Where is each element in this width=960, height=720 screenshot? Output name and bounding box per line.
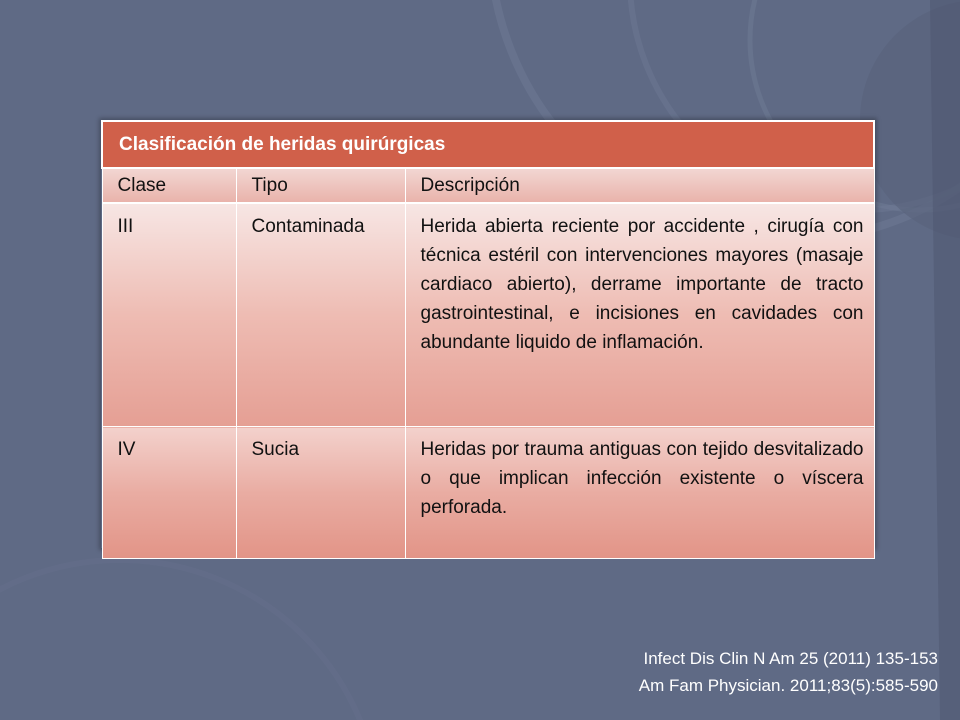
citation-line: Infect Dis Clin N Am 25 (2011) 135-153 [643, 649, 938, 668]
cell-clase: III [102, 203, 236, 427]
classification-table [101, 120, 875, 548]
cell-descripcion: Heridas por trauma antiguas con tejido desvitalizado o que implican infección existente o víscera perforada. [405, 427, 874, 559]
table-header-row [102, 168, 874, 203]
citation-line: Am Fam Physician. 2011;83(5):585-590 [638, 676, 938, 695]
citations [639, 645, 938, 699]
table-title: Clasificación de heridas quirúrgicas [102, 121, 874, 168]
table-row [102, 427, 874, 559]
cell-clase: IV [102, 427, 236, 559]
table-row [102, 203, 874, 427]
cell-tipo: Sucia [236, 427, 405, 559]
header-clase: Clase [102, 168, 236, 203]
cell-tipo: Contaminada [236, 203, 405, 427]
cell-descripcion: Herida abierta reciente por accidente , cirugía con técnica estéril con intervenciones mayores (masaje cardiaco abierto), derrame importante de tracto gastrointestinal, e incisiones en cavidades con abundante liquido de inflamación. [405, 203, 874, 427]
header-tipo: Tipo [236, 168, 405, 203]
header-descripcion: Descripción [405, 168, 874, 203]
